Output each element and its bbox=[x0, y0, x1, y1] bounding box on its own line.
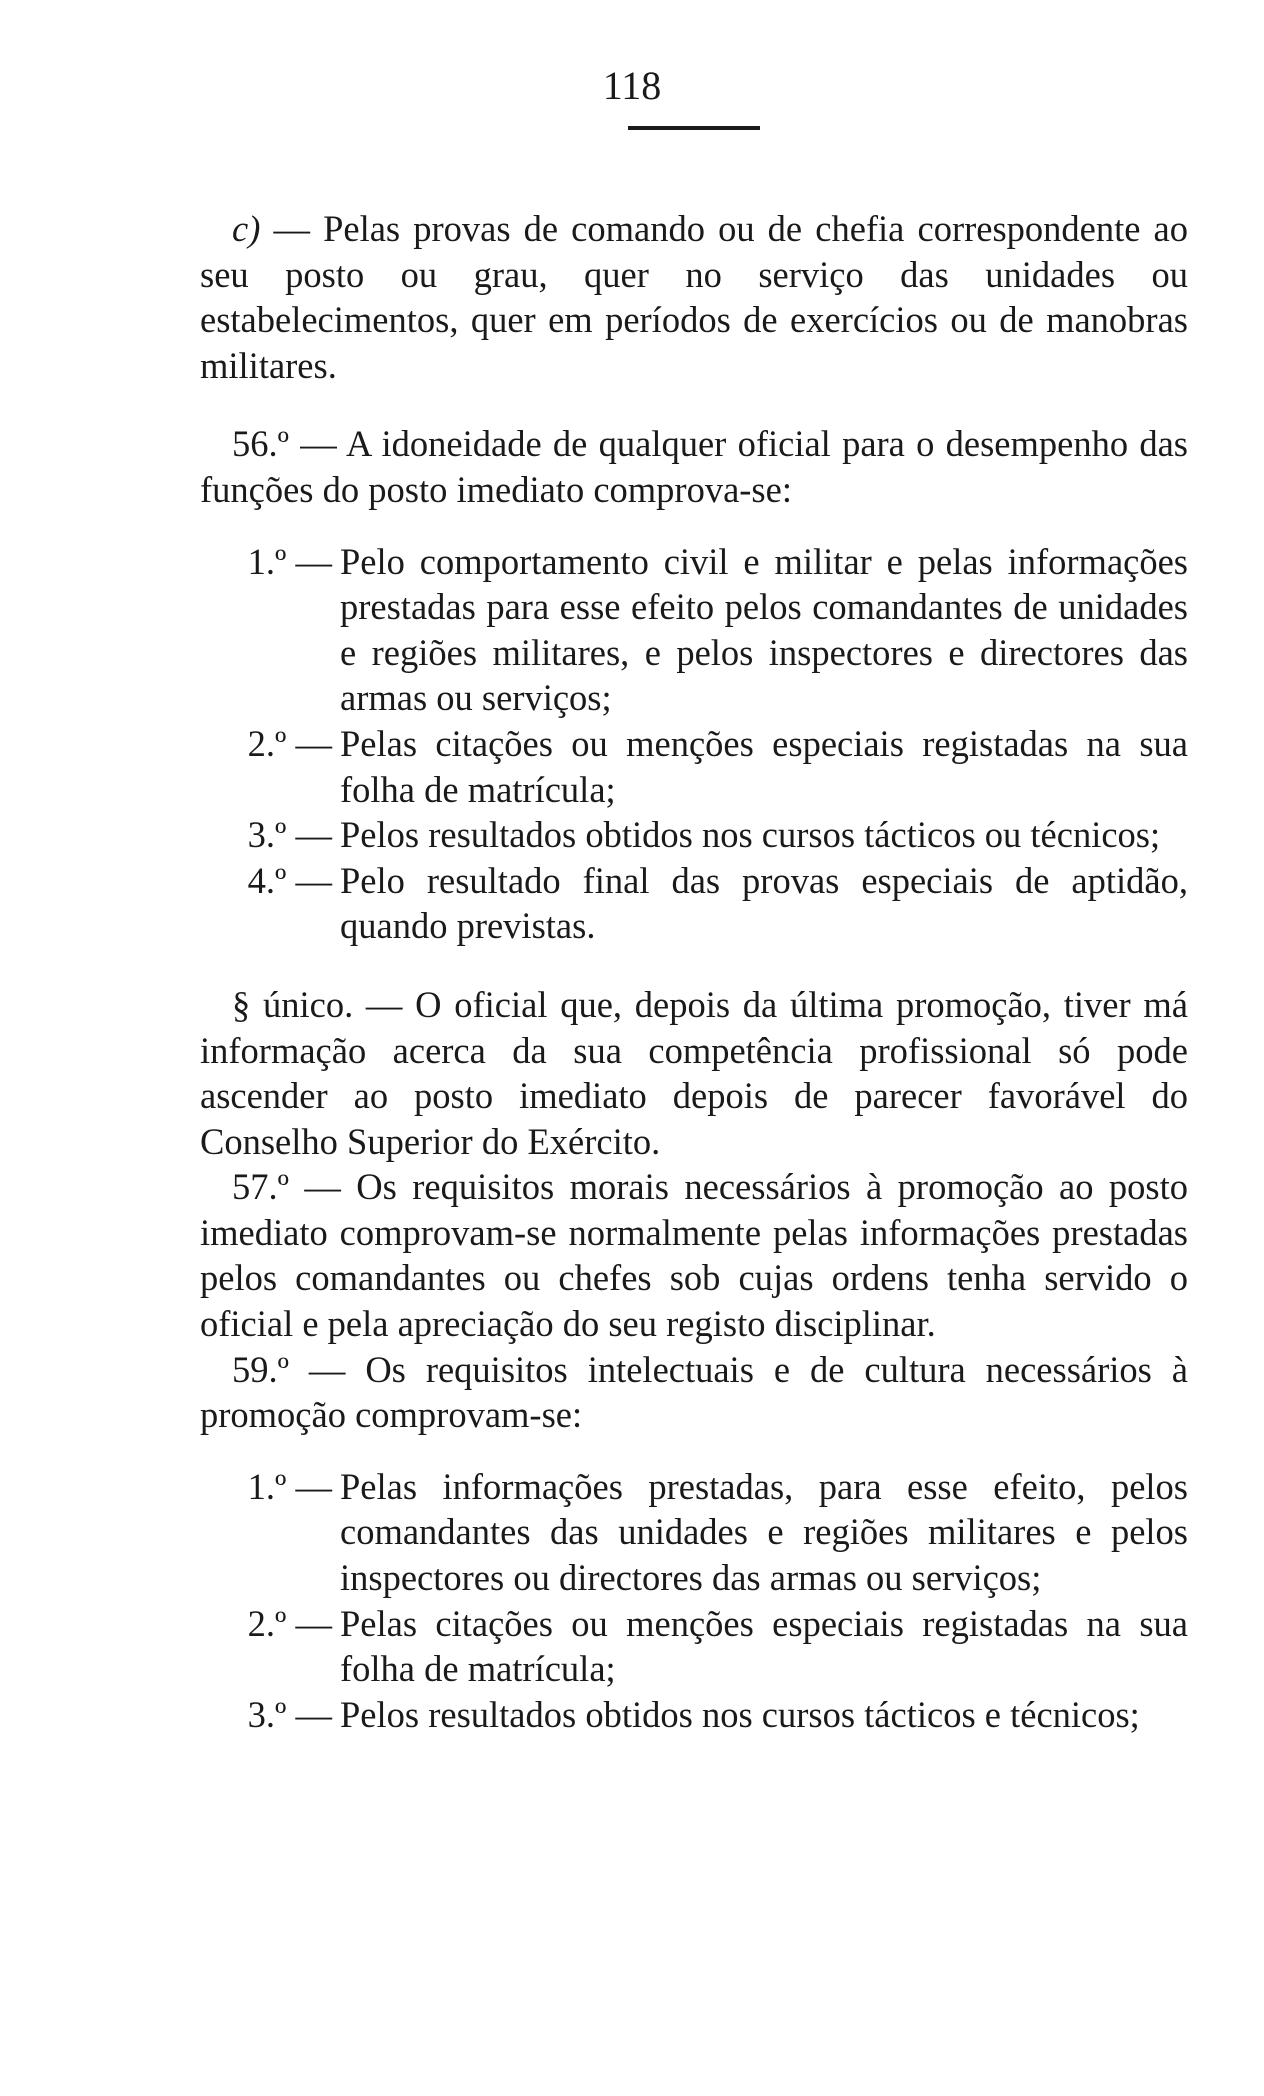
list-item-number: 4.º — bbox=[247, 859, 332, 901]
article-59: 59.º — Os requisitos intelectuais e de cultura necessários à promoção comprovam-se: bbox=[200, 1348, 1188, 1436]
list-item bbox=[200, 539, 1188, 721]
paragraph-c bbox=[200, 206, 1188, 388]
page-number-rule bbox=[628, 126, 760, 130]
paragraph-c-text: — Pelas provas de comando ou de chefia correspondente ao seu posto ou grau, quer no serviço das unidades ou estabelecimentos, quer em períodos de exercícios ou de manobras militares. bbox=[200, 208, 1188, 386]
paragraph-c-label: c) bbox=[232, 208, 261, 249]
list-item-text: Pelas informações prestadas, para esse efeito, pelos comandantes das unidades e regiões militares e pelos inspectores ou directores das armas ou serviços; bbox=[340, 1465, 1188, 1599]
list-item-text: Pelos resultados obtidos nos cursos tácticos ou técnicos; bbox=[340, 814, 1161, 856]
list-item-number: 2.º — bbox=[247, 1602, 332, 1644]
list-item-number: 1.º — bbox=[247, 540, 332, 582]
list-item bbox=[200, 1601, 1188, 1692]
list-item-number: 3.º — bbox=[247, 814, 332, 856]
list-item bbox=[200, 1692, 1188, 1738]
list-item-number: 2.º — bbox=[247, 722, 332, 764]
list-item-text: Pelo resultado final das provas especiais de aptidão, quando previstas. bbox=[340, 859, 1188, 947]
page-body bbox=[200, 206, 1188, 1737]
list-item bbox=[200, 1464, 1188, 1601]
list-item-text: Pelas citações ou menções especiais registadas na sua folha de matrícula; bbox=[340, 722, 1188, 810]
article-56: 56.º — A idoneidade de qualquer oficial para o desempenho das funções do posto imediato comprova-se: bbox=[200, 423, 1188, 510]
list-item bbox=[200, 721, 1188, 812]
list-item-number: 3.º — bbox=[247, 1693, 332, 1735]
list-item-number: 1.º — bbox=[247, 1465, 332, 1507]
article-56-list bbox=[200, 539, 1188, 949]
paragraph-unico: § único. — O oficial que, depois da última promoção, tiver má informação acerca da sua competência profissional só pode ascender ao posto imediato depois de parecer favorável do Conselho Superior do Exército. bbox=[200, 983, 1188, 1162]
list-item-text: Pelos resultados obtidos nos cursos tácticos e técnicos; bbox=[340, 1693, 1140, 1735]
page-number: 118 bbox=[602, 63, 662, 108]
list-item-text: Pelo comportamento civil e militar e pelas informações prestadas para esse efeito pelos comandantes de unidades e regiões militares, e pelos inspectores e directores das armas ou serviços; bbox=[340, 540, 1188, 719]
article-57: 57.º — Os requisitos morais necessários à promoção ao posto imediato comprovam-se normalmente pelas informações prestadas pelos comandantes ou chefes sob cujas ordens tenha servido o oficial e pela apreciação do seu registo disciplinar. bbox=[200, 1166, 1188, 1345]
list-item bbox=[200, 812, 1188, 858]
list-item-text: Pelas citações ou menções especiais registadas na sua folha de matrícula; bbox=[340, 1602, 1188, 1690]
article-59-list bbox=[200, 1464, 1188, 1738]
list-item bbox=[200, 858, 1188, 949]
